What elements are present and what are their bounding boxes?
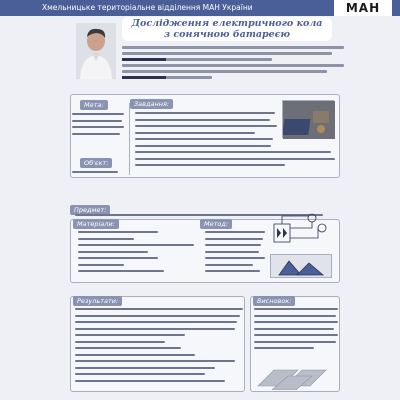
title-line-2: з сонячною батареєю (163, 29, 291, 40)
subject-label: Предмет: (70, 205, 110, 215)
materials-list (78, 231, 198, 277)
object-label: Об'єкт: (80, 158, 112, 168)
poster-title (122, 17, 332, 41)
conclusions-label: Висновок: (253, 296, 295, 306)
method-text (205, 231, 265, 277)
circuit-diagram (268, 212, 338, 252)
author-block (122, 46, 344, 82)
column-divider (129, 103, 130, 175)
materials-label: Матеріали: (73, 219, 119, 229)
object-text (72, 171, 122, 178)
results-label: Результати: (73, 296, 122, 306)
method-label: Метод: (200, 219, 232, 229)
header-bar (0, 0, 400, 16)
tasks-label: Завдання: (130, 99, 173, 109)
title-line-1: Дослідження електричного кола (131, 18, 323, 29)
solar-cells-image (270, 254, 332, 278)
author-photo (76, 23, 116, 79)
solar-panel-photo (282, 100, 334, 138)
conclusions-text (254, 308, 338, 354)
man-logo: МАН (334, 0, 392, 16)
results-text (75, 308, 245, 386)
organization-name: Хмельницьке територіальне відділення МАН України (42, 3, 253, 12)
solar-panel-array-image (254, 360, 338, 390)
goal-label: Мета: (80, 100, 108, 110)
goal-text (72, 113, 124, 139)
